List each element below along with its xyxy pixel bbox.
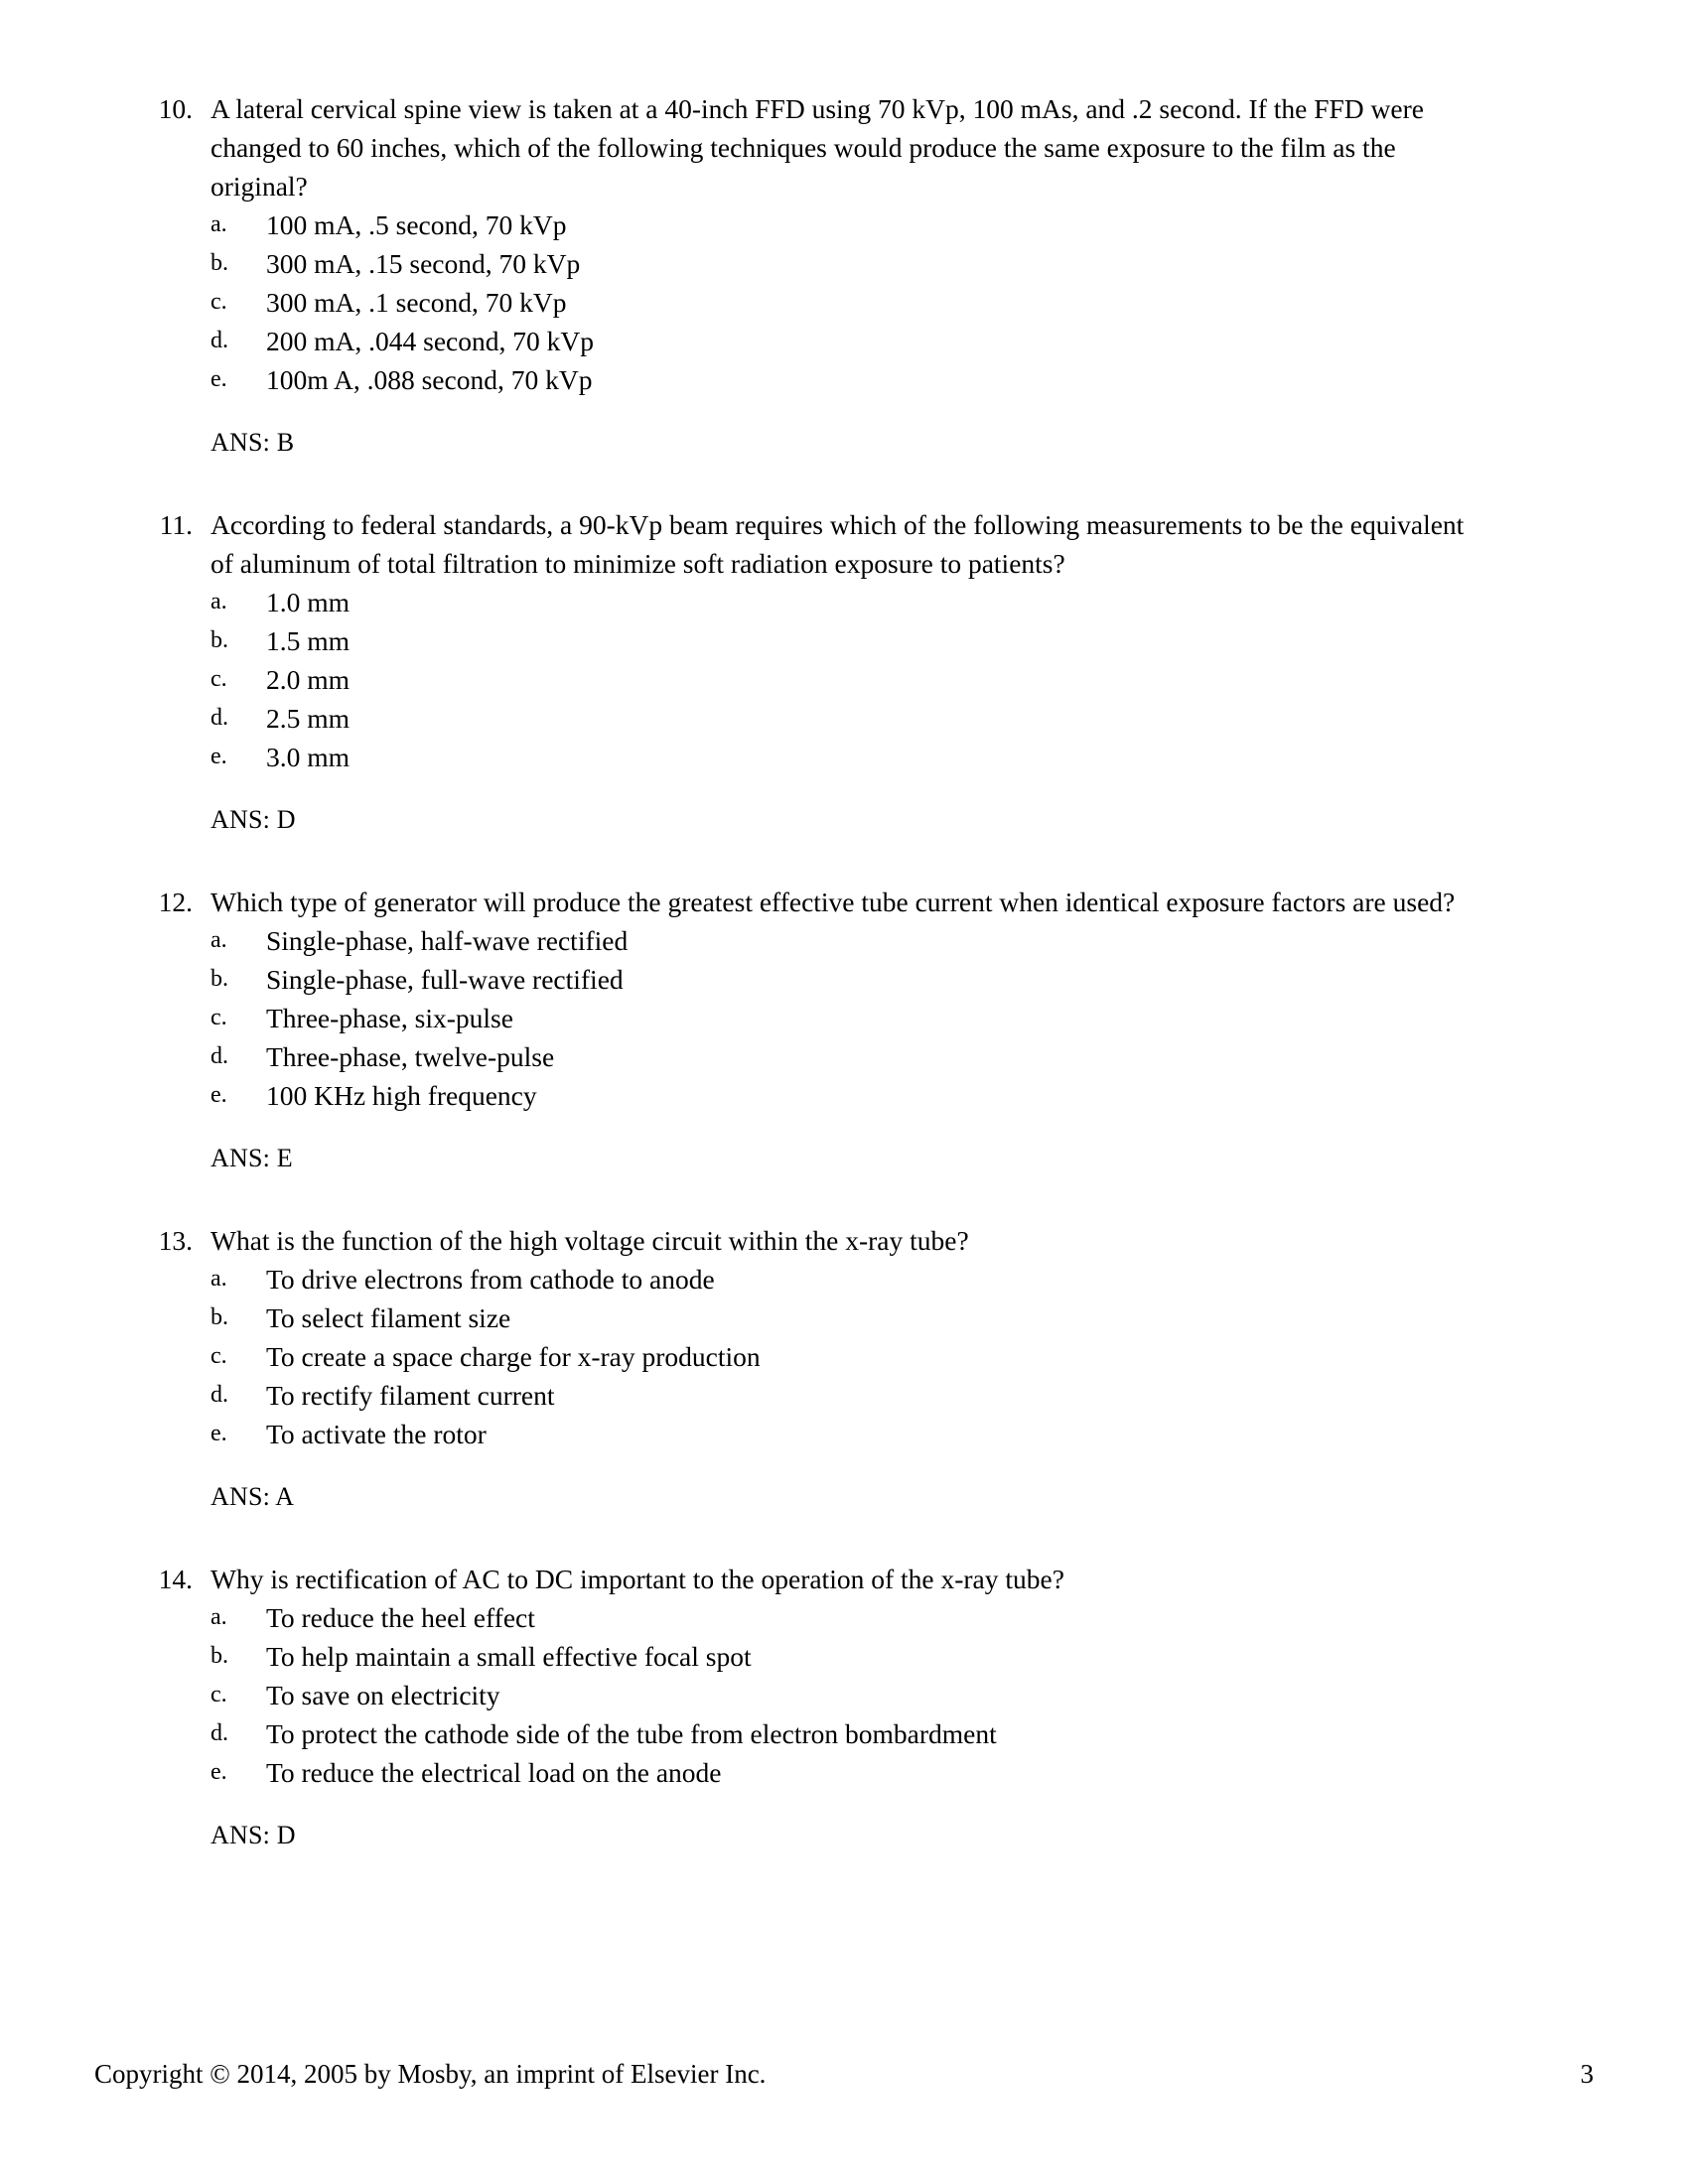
option-item [211,205,1539,244]
question-number: 14. [158,1564,193,1594]
option-text: To rectify filament current [266,1380,555,1411]
option-text: 3.0 mm [266,742,351,772]
option-item [211,960,1539,999]
option-letter: b. [211,1643,228,1669]
option-letter: b. [211,627,228,653]
option-text: 1.0 mm [266,587,351,617]
option-item [211,999,1539,1037]
option-letter: d. [211,328,228,353]
option-item [211,1714,1539,1753]
question-body [211,1560,1539,1854]
question-body [211,505,1539,839]
question-block [149,883,1539,1177]
option-item [211,1637,1539,1676]
option-text: 1.5 mm [266,625,351,656]
option-text: 100m A, .088 second, 70 kVp [266,364,593,395]
option-letter: e. [211,1421,227,1446]
option-letter: d. [211,705,228,731]
option-item [211,738,1539,776]
option-item [211,360,1539,399]
question-row [149,89,1539,462]
option-text: 300 mA, .15 second, 70 kVp [266,248,581,279]
option-letter: d. [211,1382,228,1408]
option-text: To select filament size [266,1302,511,1333]
option-letter: b. [211,966,228,992]
option-text: To help maintain a small effective focal spot [266,1641,752,1672]
option-letter: c. [211,1343,227,1369]
answer-line: ANS: E [211,1144,293,1172]
question-body [211,883,1539,1177]
option-text: Three-phase, six-pulse [266,1003,513,1033]
answer-line: ANS: A [211,1482,295,1511]
option-text: 2.0 mm [266,664,351,695]
question-row [149,1560,1539,1854]
option-text: 300 mA, .1 second, 70 kVp [266,287,567,318]
option-text: 100 KHz high frequency [266,1080,537,1111]
question-stem: Which type of generator will produce the greatest effective tube current when identical exposure factors are used? [211,887,1456,917]
option-list [211,205,1539,399]
option-item [211,1298,1539,1337]
question-stem: A lateral cervical spine view is taken at a 40-inch FFD using 70 kVp, 100 mAs, and .2 second. If the FFD were changed to 60 inches, which of the following techniques would produce the same exposure to the film as the original? [211,93,1424,202]
option-letter: e. [211,1759,227,1785]
question-body [211,1221,1539,1516]
option-item [211,1753,1539,1792]
option-letter: a. [211,589,227,614]
option-item [211,1260,1539,1298]
option-letter: e. [211,366,227,392]
option-item [211,621,1539,660]
question-number: 12. [158,887,193,917]
option-item [211,1076,1539,1115]
option-item [211,283,1539,322]
option-text: Three-phase, twelve-pulse [266,1041,555,1072]
answer-line: ANS: D [211,1821,296,1849]
question-stem: Why is rectification of AC to DC important to the operation of the x-ray tube? [211,1564,1064,1594]
option-item [211,1376,1539,1415]
question-body [211,89,1539,462]
question-row [149,1221,1539,1516]
page-number: 3 [1580,2059,1594,2089]
option-letter: c. [211,1005,227,1030]
option-item [211,699,1539,738]
option-text: To reduce the electrical load on the anode [266,1757,722,1788]
option-item [211,322,1539,360]
option-letter: a. [211,927,227,953]
option-list [211,583,1539,776]
option-text: To protect the cathode side of the tube from electron bombardment [266,1718,997,1749]
option-item [211,1676,1539,1714]
option-item [211,583,1539,621]
option-letter: a. [211,1604,227,1630]
question-number: 10. [158,93,193,124]
option-item [211,1037,1539,1076]
question-block [149,89,1539,462]
option-text: To reduce the heel effect [266,1602,535,1633]
option-list [211,1598,1539,1792]
option-item [211,1415,1539,1453]
option-letter: b. [211,250,228,276]
option-text: 200 mA, .044 second, 70 kVp [266,326,594,356]
option-item [211,244,1539,283]
option-text: To drive electrons from cathode to anode [266,1264,715,1295]
option-letter: d. [211,1720,228,1746]
option-letter: a. [211,1266,227,1292]
option-text: 100 mA, .5 second, 70 kVp [266,209,567,240]
question-number: 13. [158,1225,193,1256]
option-letter: a. [211,211,227,237]
option-letter: c. [211,666,227,692]
question-block [149,1560,1539,1854]
question-row [149,505,1539,839]
option-item [211,660,1539,699]
option-text: To activate the rotor [266,1419,487,1449]
option-letter: c. [211,1682,227,1707]
option-letter: c. [211,289,227,315]
option-list [211,1260,1539,1453]
copyright-text: Copyright © 2014, 2005 by Mosby, an imprint of Elsevier Inc. [94,2059,767,2089]
option-letter: d. [211,1043,228,1069]
option-letter: e. [211,1082,227,1108]
question-block [149,1221,1539,1516]
page-footer [94,2057,1594,2091]
question-block [149,505,1539,839]
option-item [211,921,1539,960]
option-text: To save on electricity [266,1680,500,1710]
option-item [211,1598,1539,1637]
option-letter: e. [211,744,227,769]
option-list [211,921,1539,1115]
question-number: 11. [159,509,193,540]
option-text: Single-phase, half-wave rectified [266,925,629,956]
question-stem: What is the function of the high voltage circuit within the x-ray tube? [211,1225,969,1256]
option-text: To create a space charge for x-ray production [266,1341,761,1372]
option-text: Single-phase, full-wave rectified [266,964,624,995]
answer-line: ANS: B [211,428,295,457]
option-item [211,1337,1539,1376]
question-stem: According to federal standards, a 90-kVp beam requires which of the following measurements to be the equivalent of aluminum of total filtration to minimize soft radiation exposure to patients? [211,509,1465,579]
answer-line: ANS: D [211,805,296,834]
question-row [149,883,1539,1177]
option-text: 2.5 mm [266,703,351,734]
option-letter: b. [211,1304,228,1330]
